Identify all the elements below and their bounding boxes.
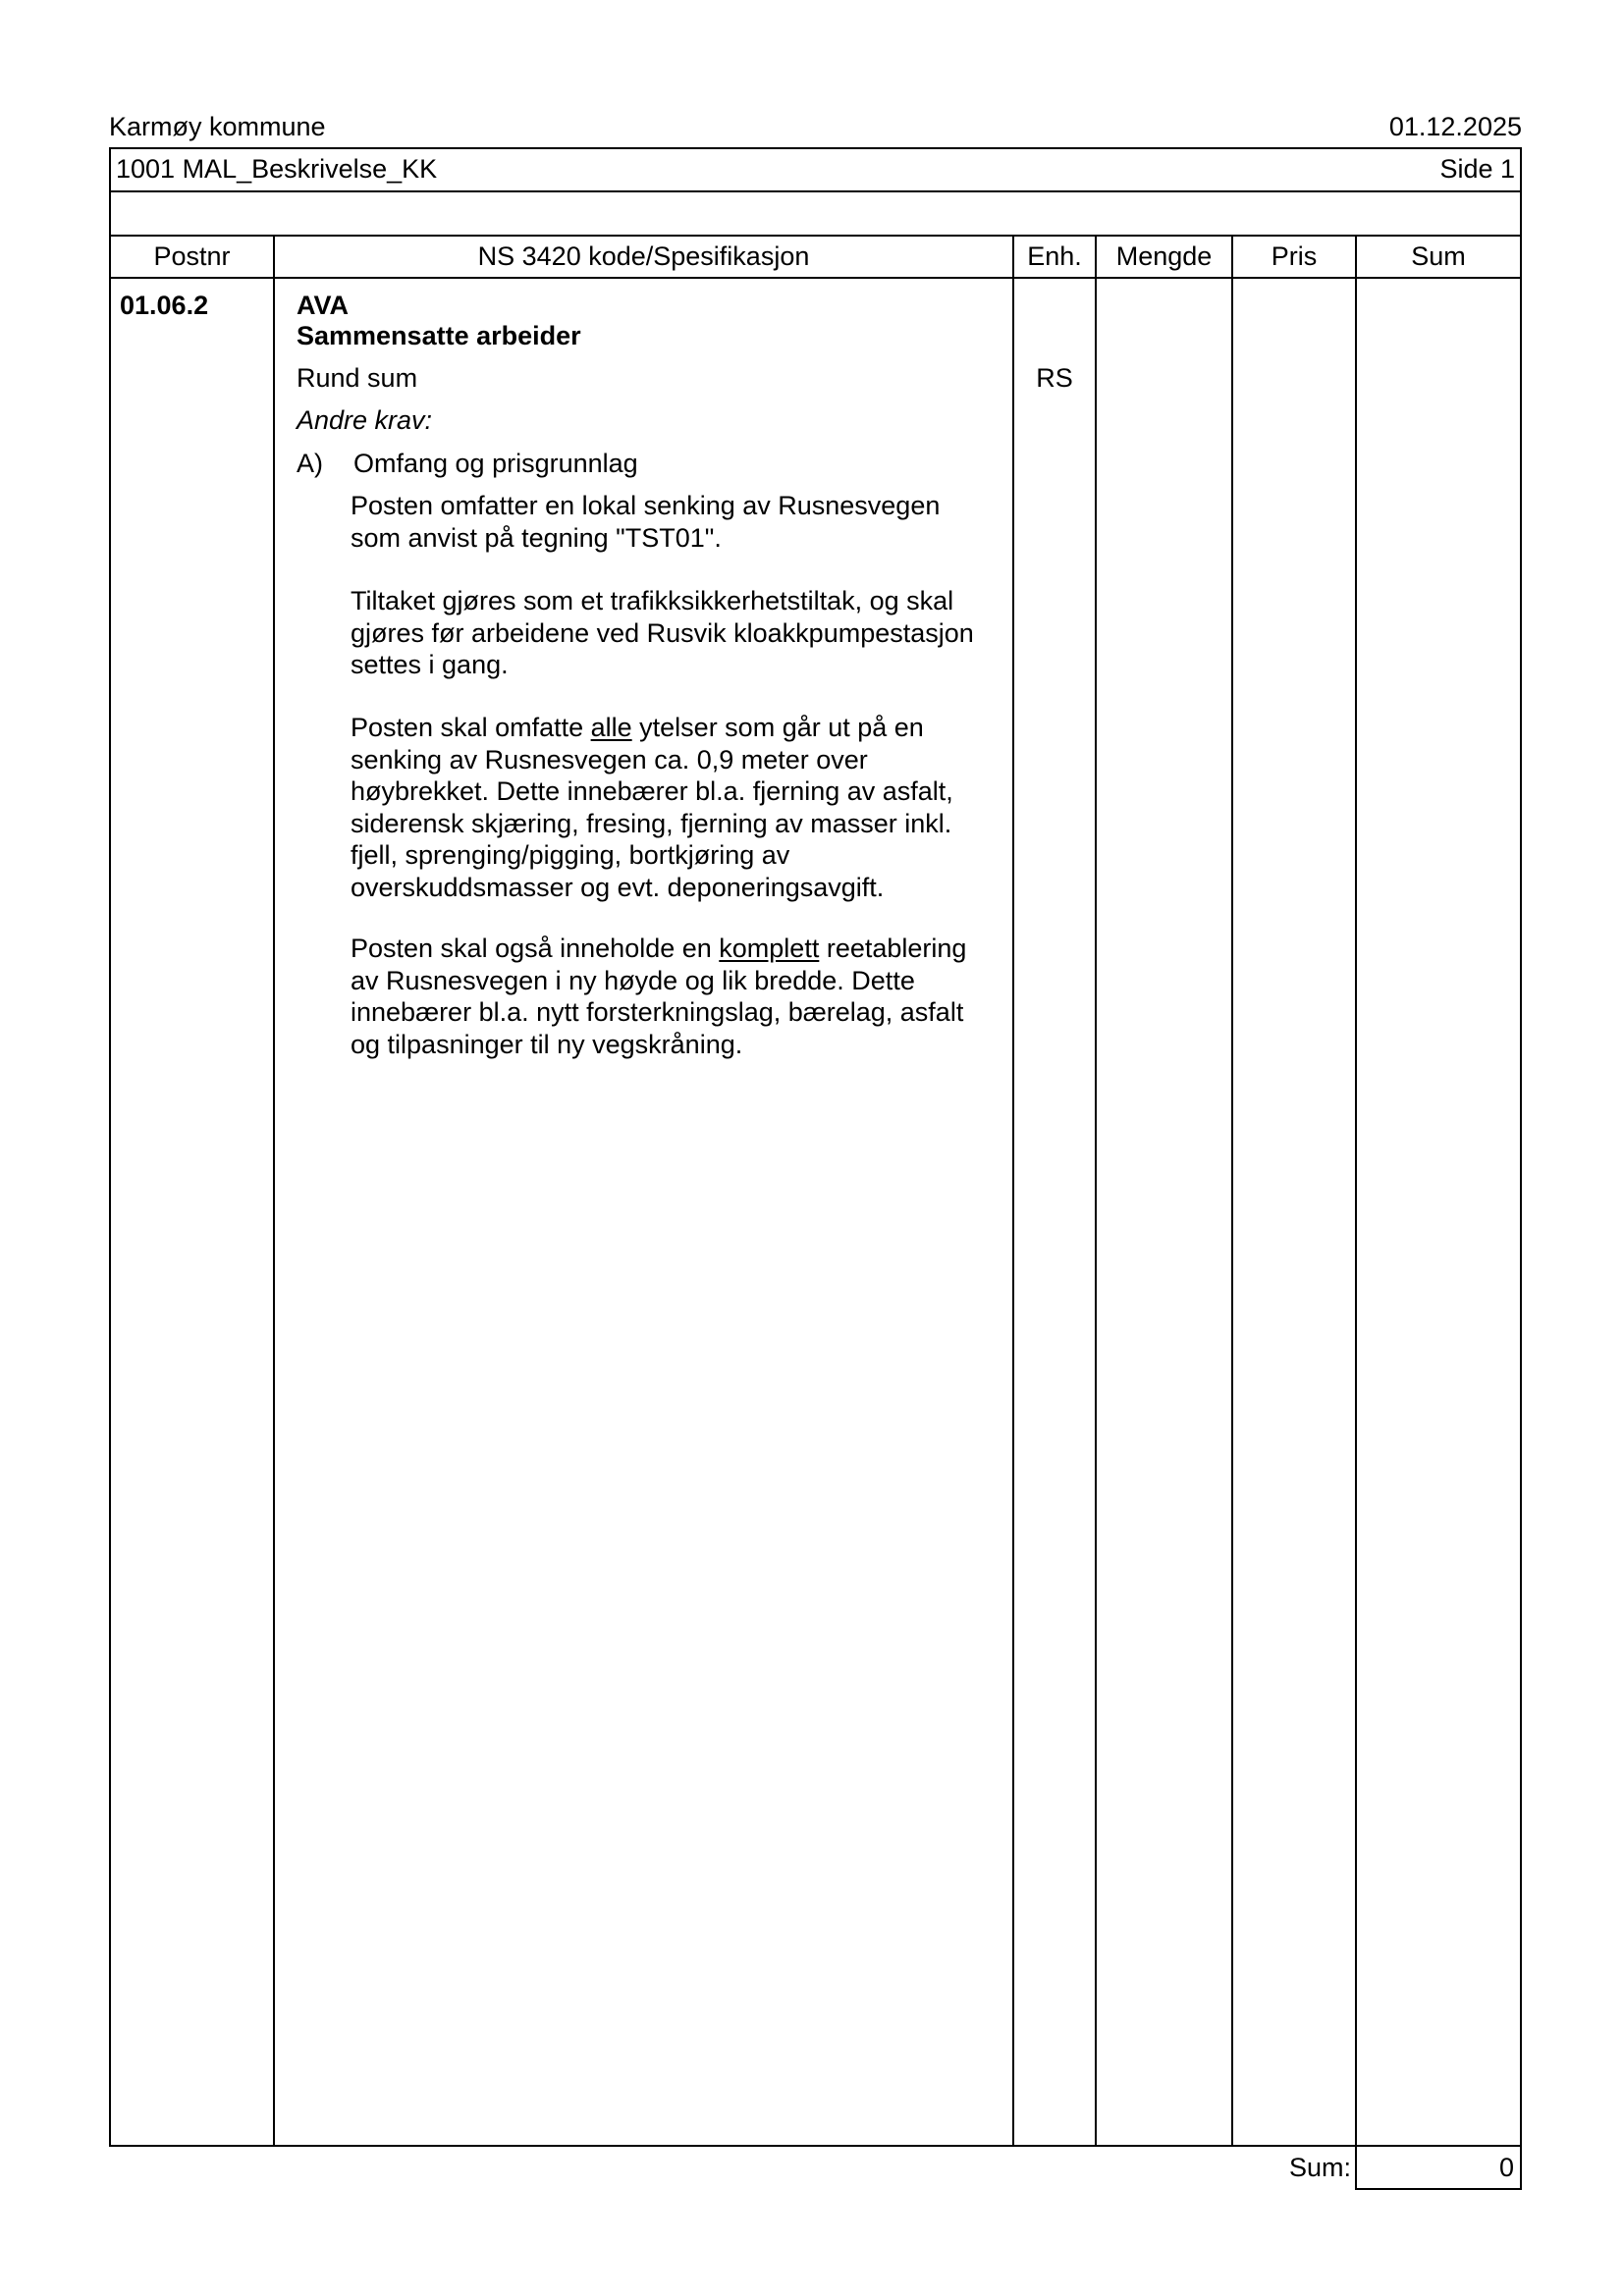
paragraph-line: fjell, sprenging/pigging, bortkjøring av — [351, 840, 790, 870]
item-pricing: Rund sum — [297, 363, 418, 393]
organization-name: Karmøy kommune — [109, 112, 326, 141]
column-header-quantity: Mengde — [1115, 241, 1213, 271]
sum-box — [1355, 2145, 1522, 2190]
paragraph-included-work — [351, 712, 1018, 903]
item-other-requirements: Andre krav: — [297, 405, 433, 435]
paragraph-line: settes i gang. — [351, 650, 509, 679]
column-divider-quantity — [1231, 235, 1233, 2147]
paragraph-line: Posten skal omfatte alle ytelser som går ut på en — [351, 713, 924, 742]
section-title: Omfang og prisgrunnlag — [353, 449, 638, 478]
column-header-price: Pris — [1271, 241, 1318, 271]
paragraph-line: som anvist på tegning "TST01". — [351, 522, 722, 553]
column-header-sum: Sum — [1411, 241, 1466, 271]
sum-label: Sum: — [1288, 2153, 1351, 2182]
column-divider-unit — [1095, 235, 1097, 2147]
column-divider-postnr — [273, 235, 275, 2147]
paragraph-line: høybrekket. Dette innebærer bl.a. fjerning av asfalt, — [351, 776, 953, 806]
frame-top-border — [109, 147, 1522, 149]
emphasis-komplett: komplett — [719, 934, 820, 963]
column-divider-price — [1355, 235, 1357, 2147]
sum-value: 0 — [1498, 2153, 1514, 2182]
paragraph-line: overskuddsmasser og evt. deponeringsavgift. — [351, 872, 885, 902]
column-header-postnr: Postnr — [153, 241, 231, 271]
paragraph-line: Posten skal også inneholde en komplett reetablering — [351, 934, 967, 963]
document-name: 1001 MAL_Beskrivelse_KK — [116, 154, 438, 184]
page-number: Side 1 — [1439, 154, 1515, 184]
item-unit: RS — [1036, 363, 1073, 393]
section-letter: A) — [297, 449, 323, 478]
paragraph-reestablishment — [351, 933, 1018, 1060]
paragraph-line: og tilpasninger til ny vegskråning. — [351, 1029, 743, 1059]
paragraph-line: siderensk skjæring, fresing, fjerning av masser inkl. — [351, 808, 952, 838]
paragraph-line: senking av Rusnesvegen ca. 0,9 meter over — [351, 744, 868, 774]
item-code: AVA — [297, 291, 349, 320]
frame-title-divider — [109, 190, 1522, 192]
paragraph-line: Posten omfatter en lokal senking av Rusnesvegen — [351, 491, 941, 520]
frame-left-border — [109, 147, 111, 2147]
item-postnr: 01.06.2 — [120, 291, 209, 320]
paragraph-line: Tiltaket gjøres som et trafikksikkerhetstiltak, og skal — [351, 586, 954, 615]
column-header-spec: NS 3420 kode/Spesifikasjon — [477, 241, 810, 271]
frame-right-border — [1520, 147, 1522, 2147]
paragraph-line: av Rusnesvegen i ny høyde og lik bredde. Dette — [351, 965, 915, 995]
frame-header-bottom — [109, 277, 1522, 279]
frame-header-top — [109, 235, 1522, 237]
paragraph-scope — [351, 490, 1018, 554]
emphasis-alle: alle — [590, 713, 632, 742]
paragraph-line: innebærer bl.a. nytt forsterkningslag, bærelag, asfalt — [351, 997, 964, 1027]
column-header-unit: Enh. — [1027, 241, 1082, 271]
document-date: 01.12.2025 — [1388, 112, 1522, 141]
paragraph-safety-measure — [351, 585, 1018, 681]
item-title: Sammensatte arbeider — [297, 321, 581, 350]
paragraph-line: gjøres før arbeidene ved Rusvik kloakkpumpestasjon — [351, 617, 974, 648]
frame-bottom-border — [109, 2145, 1522, 2147]
